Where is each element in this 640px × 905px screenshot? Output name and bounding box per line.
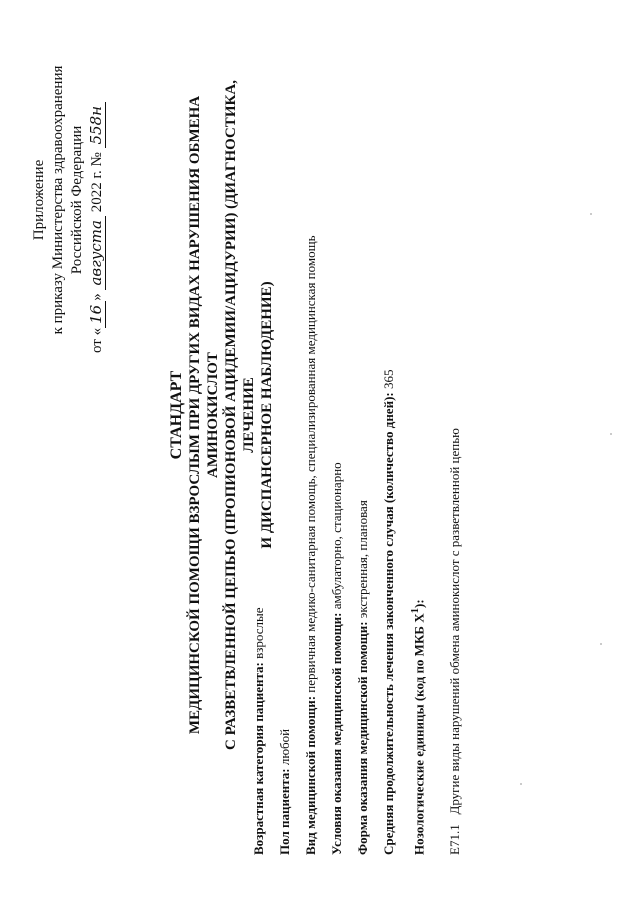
- field-care-conditions: [330, 35, 356, 855]
- appendix-title: Приложение: [31, 159, 47, 241]
- field-value: первичная медико-санитарная помощь, специализированная медицинская помощь: [303, 235, 318, 696]
- date-year: 2022 г. №: [89, 152, 105, 213]
- scan-speck: [600, 643, 602, 645]
- field-value: экстренная, плановая: [355, 500, 370, 622]
- scan-speck: [610, 433, 612, 435]
- nosology-heading: [408, 35, 434, 855]
- handwritten-number: 558н: [87, 102, 106, 149]
- title-line-3: И ДИСПАНСЕРНОЕ НАБЛЮДЕНИЕ): [259, 281, 275, 549]
- scan-speck: [590, 213, 592, 215]
- handwritten-month: августа: [87, 216, 106, 290]
- scan-speck: [520, 783, 522, 785]
- document-body: [252, 35, 462, 855]
- title-head: СТАНДАРТ: [168, 370, 185, 460]
- field-label: Средняя продолжительность лечения законченного случая (количество дней):: [381, 392, 396, 855]
- field-label: Возрастная категория пациента:: [251, 662, 266, 855]
- nosology-label: Нозологические единицы (код по МКБ X: [411, 613, 427, 855]
- field-value: амбулаторно, стационарно: [329, 462, 344, 613]
- field-age-category: [252, 35, 278, 855]
- field-value: любой: [277, 728, 292, 769]
- appendix-federation-line: Российской Федерации: [69, 125, 85, 275]
- diagnosis-entry: [448, 35, 462, 855]
- appendix-date-line: [87, 35, 107, 365]
- diagnosis-code: E71.1: [447, 824, 462, 855]
- field-care-type: [304, 35, 330, 855]
- title-line-1: МЕДИЦИНСКОЙ ПОМОЩИ ВЗРОСЛЫМ ПРИ ДРУГИХ ВИДАХ НАРУШЕНИЯ ОБМЕНА АМИНОКИСЛОТ: [187, 95, 221, 735]
- field-label: Условия оказания медицинской помощи:: [329, 612, 344, 855]
- field-label: Пол пациента:: [277, 768, 292, 855]
- nosology-end: ):: [411, 599, 427, 608]
- field-value: 365: [381, 369, 396, 393]
- appendix-block: [30, 35, 107, 365]
- field-sex: [278, 35, 304, 855]
- appendix-order-line: к приказу Министерства здравоохранения: [50, 65, 66, 335]
- field-average-duration: [382, 35, 408, 855]
- diagnosis-text: Другие виды нарушений обмена аминокислот с разветвленной цепью: [447, 428, 462, 815]
- field-label: Вид медицинской помощи:: [303, 695, 318, 855]
- field-care-form: [356, 35, 382, 855]
- title-line-2: С РАЗВЕТВЛЕННОЙ ЦЕПЬЮ (ПРОПИОНОВОЙ АЦИДЕМИИ/АЦИДУРИИ) (ДИАГНОСТИКА, ЛЕЧЕНИЕ: [223, 80, 257, 750]
- handwritten-day: 16: [87, 301, 106, 328]
- field-value: взрослые: [251, 607, 266, 663]
- nosology-footnote-mark: 1: [409, 607, 421, 614]
- date-prefix: от «: [89, 327, 105, 353]
- field-label: Форма оказания медицинской помощи:: [355, 621, 370, 855]
- date-mid: »: [89, 293, 105, 301]
